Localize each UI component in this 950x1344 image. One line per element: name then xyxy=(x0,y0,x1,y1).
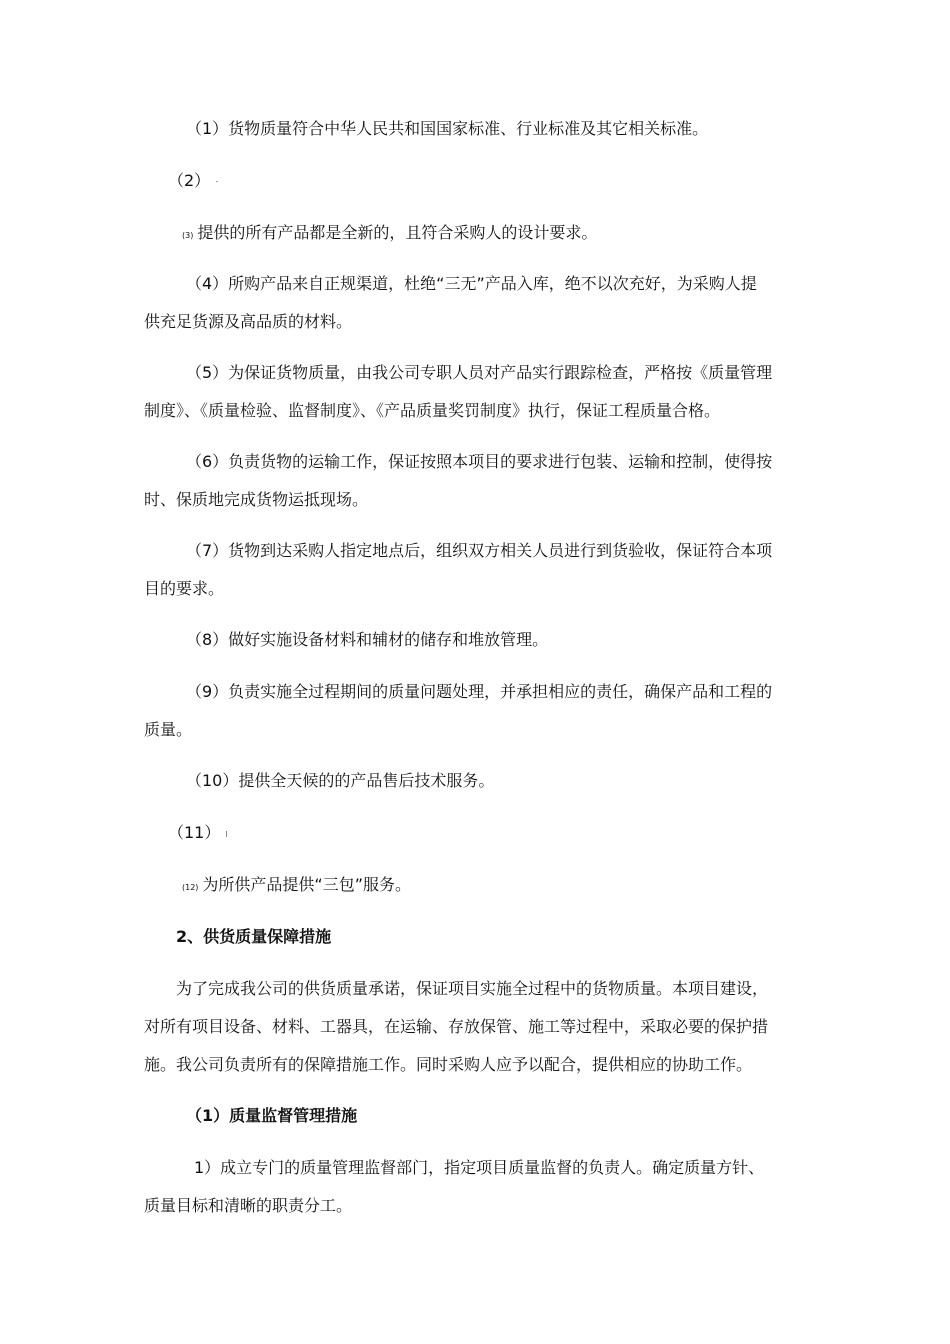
item-1 xyxy=(144,110,850,148)
item-12 xyxy=(144,866,846,907)
item-6-line-1: （6）负责货物的运输工作，保证按照本项目的要求进行包装、运输和控制，使得按 xyxy=(186,452,773,471)
sub-section-1-heading xyxy=(144,1097,850,1135)
item-12-text: 为所供产品提供“三包”服务。 xyxy=(202,875,412,894)
section-2-paragraph-line-1: 为了完成我公司的供货质量承诺，保证项目实施全过程中的货物质量。本项目建设， xyxy=(176,979,769,998)
sub-section-1-item-1-line-2: 质量目标和清晰的职责分工。 xyxy=(144,1196,353,1215)
item-5-line-1: （5）为保证货物质量，由我公司专职人员对产品实行跟踪检查，严格按《质量管理 xyxy=(186,363,773,382)
item-3-number: (3) xyxy=(182,231,194,240)
section-2-paragraph xyxy=(144,970,808,1084)
item-4-line-1: （4）所购产品来自正规渠道，杜绝“三无”产品入库，绝不以次充好，为采购人提 xyxy=(186,274,757,293)
item-6 xyxy=(144,443,808,519)
item-8-text: （8）做好实施设备材料和辅材的储存和堆放管理。 xyxy=(186,630,549,649)
item-9-line-2: 质量。 xyxy=(144,720,193,739)
item-7-line-2: 目的要求。 xyxy=(144,579,225,598)
stray-mark xyxy=(216,181,218,182)
section-2-paragraph-line-3: 施。我公司负责所有的保障措施工作。同时采购人应予以配合，提供相应的协助工作。 xyxy=(144,1055,753,1074)
sub-section-1-item-1 xyxy=(144,1149,808,1225)
section-2-paragraph-line-2: 对所有项目设备、材料、工器具，在运输、存放保管、施工等过程中，采取必要的保护措 xyxy=(144,1017,769,1036)
item-2-text: （2） xyxy=(168,171,211,190)
item-7 xyxy=(144,532,808,608)
item-5-line-2: 制度》、《质量检验、监督制度》、《产品质量奖罚制度》执行，保证工程质量合格。 xyxy=(144,401,721,420)
item-10 xyxy=(144,762,850,800)
item-5 xyxy=(144,354,808,430)
stray-mark xyxy=(226,831,227,837)
item-10-text: （10）提供全天候的的产品售后技术服务。 xyxy=(186,771,495,790)
item-1-text: （1）货物质量符合中华人民共和国国家标准、行业标准及其它相关标准。 xyxy=(186,119,709,138)
section-2-heading-text: 2、供货质量保障措施 xyxy=(176,927,332,946)
item-4 xyxy=(144,265,808,341)
item-11 xyxy=(144,814,832,852)
item-7-line-1: （7）货物到达采购人指定地点后，组织双方相关人员进行到货验收，保证符合本项 xyxy=(186,541,773,560)
item-8 xyxy=(144,621,850,659)
item-2 xyxy=(144,162,832,200)
item-6-line-2: 时、保质地完成货物运抵现场。 xyxy=(144,490,369,509)
item-3 xyxy=(144,214,846,255)
section-2-heading xyxy=(144,918,840,956)
item-3-text: 提供的所有产品都是全新的，且符合采购人的设计要求。 xyxy=(197,223,598,242)
sub-section-1-heading-text: （1）质量监督管理措施 xyxy=(186,1106,358,1125)
sub-section-1-item-1-line-1: 1）成立专门的质量管理监督部门，指定项目质量监督的负责人。确定质量方针、 xyxy=(194,1158,765,1177)
item-11-text: （11） xyxy=(168,823,221,842)
item-12-number: (12) xyxy=(182,883,199,892)
item-9-line-1: （9）负责实施全过程期间的质量问题处理，并承担相应的责任，确保产品和工程的 xyxy=(186,682,773,701)
item-4-line-2: 供充足货源及高品质的材料。 xyxy=(144,312,353,331)
item-9 xyxy=(144,673,808,749)
